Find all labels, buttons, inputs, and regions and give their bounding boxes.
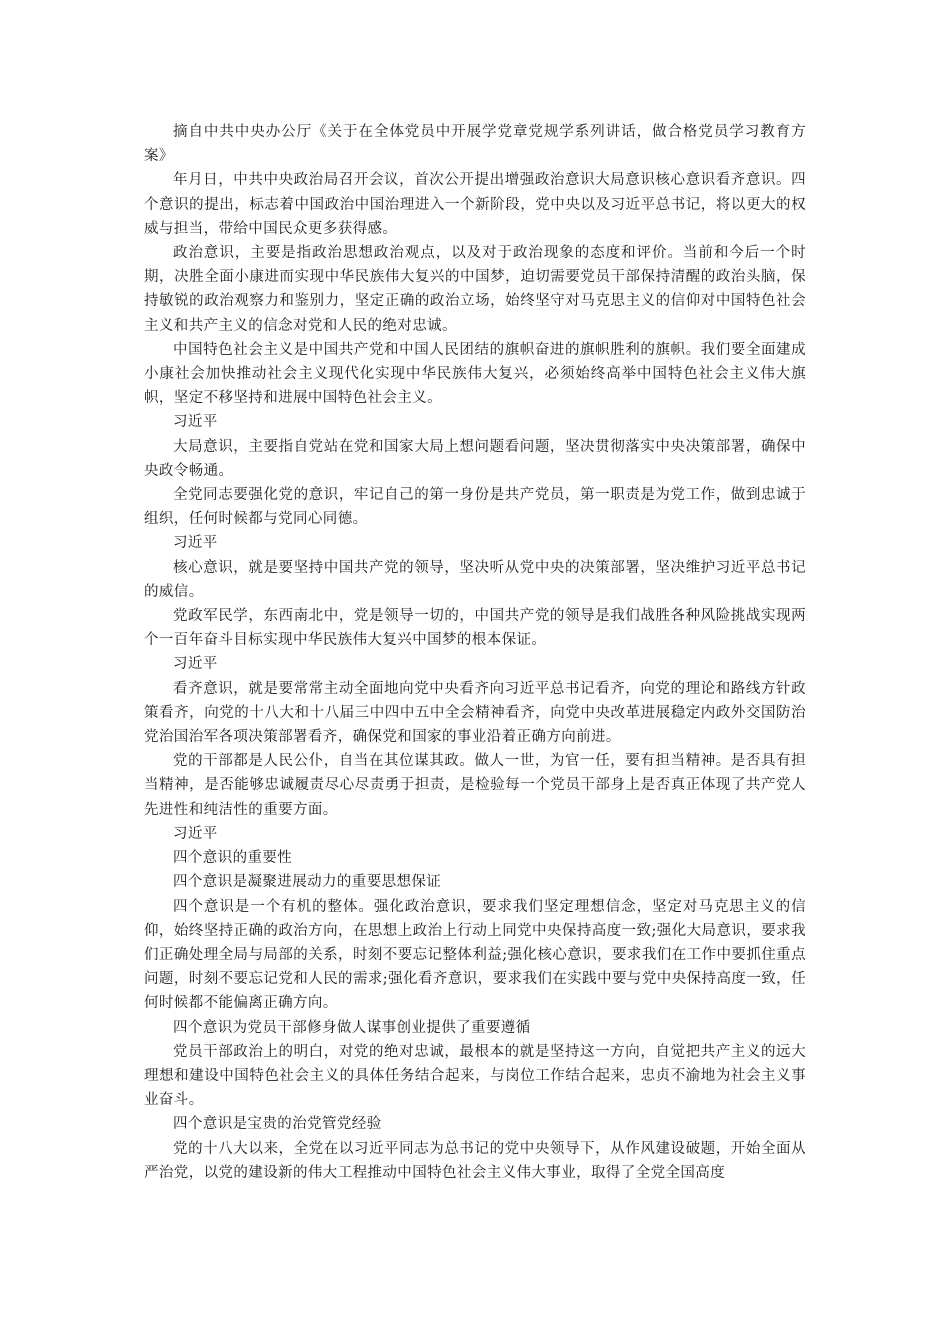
paragraph-quote: 中国特色社会主义是中国共产党和中国人民团结的旗帜奋进的旗帜胜利的旗帜。我们要全面建成小康社会加快推动社会主义现代化实现中华民族伟大复兴，必须始终高举中国特色社会主义伟大旗帜，坚定不移坚持和进展中国特色社会主义。: [144, 341, 806, 407]
paragraph-intro: 年月日，中共中央政治局召开会议，首次公开提出增强政治意识大局意识核心意识看齐意识。四个意识的提出，标志着中国政治中国治理进入一个新阶段，党中央以及习近平总书记，将以更大的权威与担当，带给中国民众更多获得感。: [144, 172, 806, 237]
subsection-heading: 四个意识为党员干部修身做人谋事创业提供了重要遵循: [173, 1019, 531, 1036]
section-heading: 四个意识的重要性: [173, 850, 293, 867]
subsection-heading: 四个意识是宝贵的治党管党经验: [173, 1116, 382, 1133]
paragraph-overall-awareness: 大局意识，主要指自党站在党和国家大局上想问题看问题，坚决贯彻落实中央决策部署，确保中央政令畅通。: [144, 438, 806, 479]
paragraph-source-note: 摘自中共中央办公厅《关于在全体党员中开展学党章党规学系列讲话，做合格党员学习教育方案》: [144, 124, 806, 165]
paragraph-attribution: 习近平: [173, 825, 218, 842]
paragraph-political-awareness: 政治意识，主要是指政治思想政治观点，以及对于政治现象的态度和评价。当前和今后一个时期，决胜全面小康进而实现中华民族伟大复兴的中国梦，迫切需要党员干部保持清醒的政治头脑，保持敏锐的政治观察力和鉴别力，坚定正确的政治立场，始终坚守对马克思主义的信仰对中国特色社会主义和共产主义的信念对党和人民的绝对忠诚。: [144, 245, 806, 334]
paragraph-quote: 全党同志要强化党的意识，牢记自己的第一身份是共产党员，第一职责是为党工作，做到忠诚于组织，任何时候都与党同心同德。: [144, 487, 806, 528]
paragraph-core-awareness: 核心意识，就是要坚持中国共产党的领导，坚决听从党中央的决策部署，坚决维护习近平总书记的威信。: [144, 559, 806, 600]
paragraph-body: 党的十八大以来，全党在以习近平同志为总书记的党中央领导下，从作风建设破题，开始全面从严治党，以党的建设新的伟大工程推动中国特色社会主义伟大事业，取得了全党全国高度: [144, 1140, 806, 1181]
paragraph-quote: 党的干部都是人民公仆，自当在其位谋其政。做人一世，为官一任，要有担当精神。是否具有担当精神，是否能够忠诚履责尽心尽责勇于担责，是检验每一个党员干部身上是否真正体现了共产党人先进性和纯洁性的重要方面。: [144, 753, 806, 818]
paragraph-alignment-awareness: 看齐意识，就是要常常主动全面地向党中央看齐向习近平总书记看齐，向党的理论和路线方针政策看齐，向党的十八大和十八届三中四中五中全会精神看齐，向党中央改革进展稳定内政外交国防治党治国治军各项决策部署看齐，确保党和国家的事业沿着正确方向前进。: [144, 680, 806, 746]
document-body: [144, 120, 806, 1185]
paragraph-attribution: 习近平: [173, 414, 218, 431]
subsection-heading: 四个意识是凝聚进展动力的重要思想保证: [173, 874, 442, 891]
paragraph-quote: 党政军民学，东西南北中，党是领导一切的，中国共产党的领导是我们战胜各种风险挑战实现两个一百年奋斗目标实现中华民族伟大复兴中国梦的根本保证。: [144, 608, 806, 649]
paragraph-attribution: 习近平: [173, 656, 218, 673]
paragraph-body: 四个意识是一个有机的整体。强化政治意识，要求我们坚定理想信念，坚定对马克思主义的信仰，始终坚持正确的政治方向，在思想上政治上行动上同党中央保持高度一致;强化大局意识，要求我们正确处理全局与局部的关系，时刻不要忘记整体利益;强化核心意识，要求我们在工作中要抓住重点问题，时刻不要忘记党和人民的需求;强化看齐意识，要求我们在实践中要与党中央保持高度一致，任何时候都不能偏离正确方向。: [144, 898, 806, 1012]
paragraph-attribution: 习近平: [173, 535, 218, 552]
paragraph-body: 党员干部政治上的明白，对党的绝对忠诚，最根本的就是坚持这一方向，自觉把共产主义的远大理想和建设中国特色社会主义的具体任务结合起来，与岗位工作结合起来，忠贞不渝地为社会主义事业奋斗。: [144, 1043, 806, 1109]
